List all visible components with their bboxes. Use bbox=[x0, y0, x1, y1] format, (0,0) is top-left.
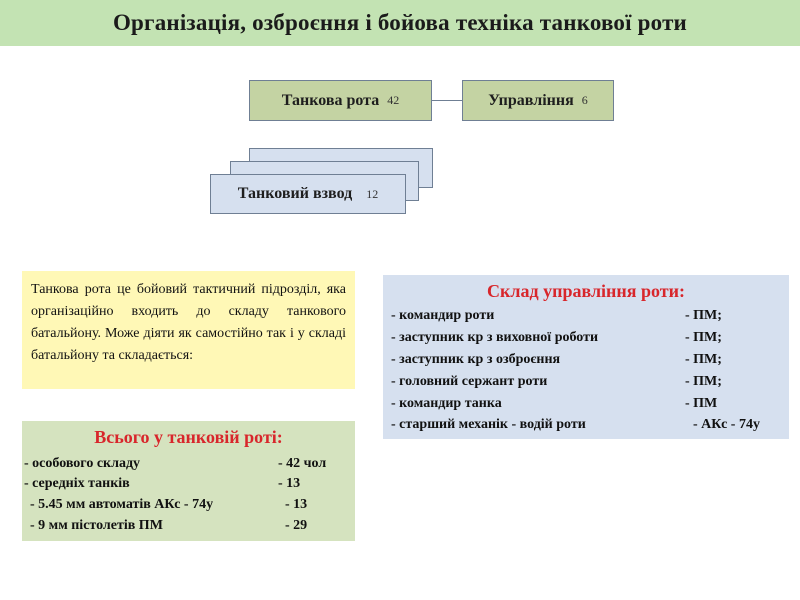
title-bar bbox=[0, 0, 800, 46]
management-row-value: - ПМ; bbox=[685, 330, 722, 345]
company-label: Танкова рота bbox=[281, 91, 380, 109]
management-composition-panel bbox=[383, 275, 789, 439]
management-row bbox=[383, 306, 789, 326]
management-row-label: - заступник кр з озброєння bbox=[391, 352, 561, 367]
total-row bbox=[22, 474, 355, 494]
description-text: Танкова рота це бойовий тактичний підрозділ, яка організаційно входить до складу танкового батальйону. Може діяти як самостійно так і у складі батальйону та складається: bbox=[31, 282, 346, 363]
total-row-value: - 13 bbox=[285, 497, 308, 512]
total-row-value: - 29 bbox=[285, 518, 308, 533]
management-row-value: - ПМ; bbox=[685, 374, 722, 389]
management-composition-title: Склад управління роти: bbox=[487, 281, 685, 301]
total-row-label: - 5.45 мм автоматів АКс - 74у bbox=[30, 497, 214, 512]
management-row-value: - ПМ; bbox=[685, 308, 722, 323]
management-row-value: - АКс - 74у bbox=[693, 417, 760, 432]
total-row bbox=[22, 454, 355, 474]
management-row-value: - ПМ bbox=[685, 396, 718, 411]
management-label: Управління bbox=[488, 91, 574, 109]
management-count: 6 bbox=[581, 93, 588, 107]
management-row bbox=[383, 415, 789, 435]
total-row-value: - 13 bbox=[278, 476, 301, 491]
management-row-label: - командир танка bbox=[391, 396, 502, 411]
management-row-label: - командир роти bbox=[391, 308, 495, 323]
total-row-label: - особового складу bbox=[24, 456, 141, 471]
org-box-platoon bbox=[210, 174, 406, 214]
management-row bbox=[383, 372, 789, 392]
management-row-label: - головний сержант роти bbox=[391, 374, 548, 389]
platoon-count: 12 bbox=[366, 186, 379, 201]
management-row-label: - старший механік - водій роти bbox=[391, 417, 586, 432]
org-box-company bbox=[249, 80, 432, 121]
total-row-label: - середніх танків bbox=[24, 476, 130, 491]
total-title: Всього у танковій роті: bbox=[94, 427, 283, 447]
management-row bbox=[383, 394, 789, 414]
org-box-management bbox=[462, 80, 614, 121]
total-row bbox=[22, 516, 355, 536]
platoon-label: Танковий взвод bbox=[237, 185, 353, 202]
management-row-value: - ПМ; bbox=[685, 352, 722, 367]
total-row-value: - 42 чол bbox=[278, 456, 327, 471]
total-panel bbox=[22, 421, 355, 541]
page-title: Організація, озброєння і бойова техніка танкової роти bbox=[112, 10, 688, 35]
management-row bbox=[383, 350, 789, 370]
description-panel bbox=[22, 271, 355, 389]
total-row bbox=[22, 495, 355, 515]
total-row-label: - 9 мм пістолетів ПМ bbox=[30, 518, 163, 533]
management-row bbox=[383, 328, 789, 348]
management-row-label: - заступник кр з виховної роботи bbox=[391, 330, 599, 345]
company-count: 42 bbox=[387, 93, 400, 107]
org-connector-line bbox=[432, 100, 462, 101]
